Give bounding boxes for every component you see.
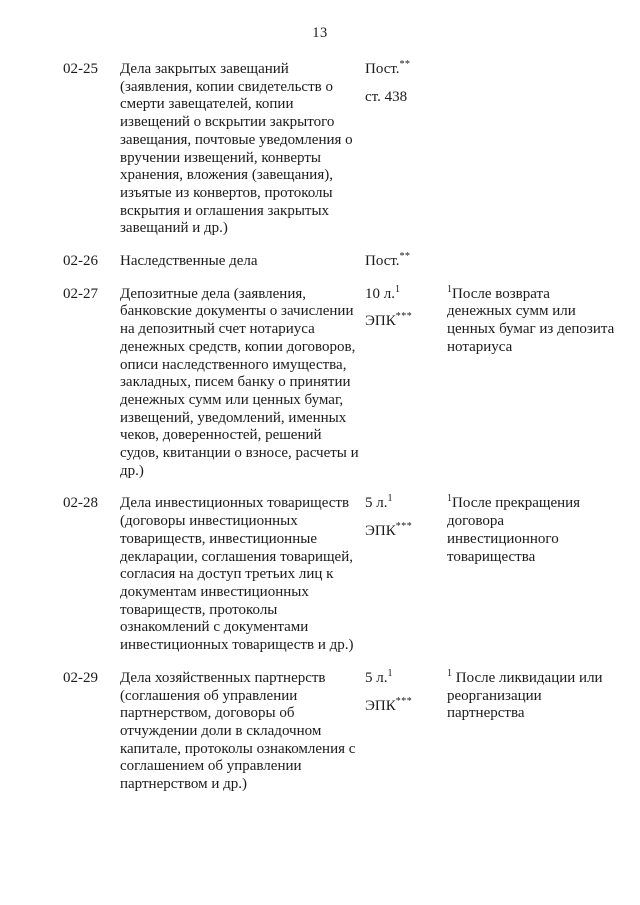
row-term — [365, 495, 447, 540]
term-text: ст. 438 — [365, 88, 408, 105]
retention-table — [0, 61, 640, 794]
row-title: Дела инвестиционных товариществ (договоры инвестиционных товариществ, инвестиционные декларации, соглашения товарищей, согласия на доступ третьих лиц к документам инвестиционных товариществ, протоколы ознакомлений с документами инвестиционных товариществ и др.) — [120, 495, 354, 654]
term-line — [365, 667, 447, 688]
term-footnote-mark: 1 — [395, 283, 401, 295]
row-term — [365, 61, 447, 106]
note-footnote-mark: 1 — [447, 283, 452, 295]
term-text: ЭПК — [365, 313, 396, 330]
row-index: 02-29 — [63, 669, 98, 686]
term-text: 10 л. — [365, 285, 395, 302]
row-index: 02-26 — [63, 253, 98, 270]
row-note — [447, 495, 615, 566]
term-line — [365, 283, 447, 304]
row-index: 02-28 — [63, 495, 98, 512]
term-text: Пост. — [365, 61, 400, 77]
term-footnote-mark: *** — [395, 311, 413, 323]
term-footnote-mark: *** — [395, 695, 413, 707]
note-text: После ликвидации или реорганизации партнерства — [447, 669, 603, 722]
term-footnote-mark: 1 — [387, 493, 393, 505]
term-footnote-mark: 1 — [387, 667, 393, 679]
table-row — [63, 253, 640, 271]
row-title: Депозитные дела (заявления, банковские документы о зачислении на депозитный счет нотариуса денежных средств, копии договоров, описи наследственного имущества, закладных, писем банку о принятии денежных сумм или ценных бумаг, извещений, уведомлений, именных чеков, доверенностей, решений судов, квитанции о взносе, расчеты и др.) — [120, 285, 359, 479]
term-line — [365, 695, 447, 716]
row-index: 02-27 — [63, 285, 98, 302]
table-row — [63, 61, 640, 238]
term-text: ЭПК — [365, 523, 396, 540]
term-footnote-mark: *** — [395, 521, 413, 533]
table-row — [63, 283, 640, 481]
term-line — [365, 89, 447, 107]
row-index: 02-25 — [63, 61, 98, 77]
term-line — [365, 523, 447, 541]
row-title: Дела хозяйственных партнерств (соглашения об управлении партнерством, договоры об отчуждении доли в складочном капитале, протоколы ознакомления с соглашением об управлении партнерством и др.) — [120, 669, 356, 793]
table-row — [63, 667, 640, 794]
page-number: 13 — [312, 25, 328, 41]
term-line — [365, 61, 447, 79]
row-title: Дела закрытых завещаний (заявления, копии свидетельств о смерти завещателей, копии извещений о вскрытии закрытого завещания, почтовые уведомления о вручении извещений, конверты хранения, вложения (завещания), изъятые из конвертов, протоколы вскрытия и оглашения закрытых завещаний и др.) — [120, 61, 353, 237]
row-term — [365, 253, 447, 271]
term-line — [365, 495, 447, 513]
term-text: 5 л. — [365, 669, 388, 686]
row-note — [447, 667, 615, 723]
term-footnote-mark: ** — [399, 251, 411, 263]
table-row — [63, 495, 640, 654]
term-line — [365, 253, 447, 271]
term-footnote-mark: ** — [399, 59, 411, 70]
row-term — [365, 667, 447, 715]
term-text: 5 л. — [365, 495, 388, 512]
note-footnote-mark: 1 — [447, 667, 452, 679]
term-text: Пост. — [365, 253, 400, 270]
row-note — [447, 283, 615, 357]
row-title: Наследственные дела — [120, 253, 258, 270]
note-footnote-mark: 1 — [447, 493, 452, 505]
row-term — [365, 283, 447, 331]
note-text: После прекращения договора инвестиционного товарищества — [447, 495, 581, 565]
note-text: После возврата денежных сумм или ценных бумаг из депозита нотариуса — [447, 285, 615, 355]
term-text: ЭПК — [365, 697, 396, 714]
term-line — [365, 313, 447, 331]
